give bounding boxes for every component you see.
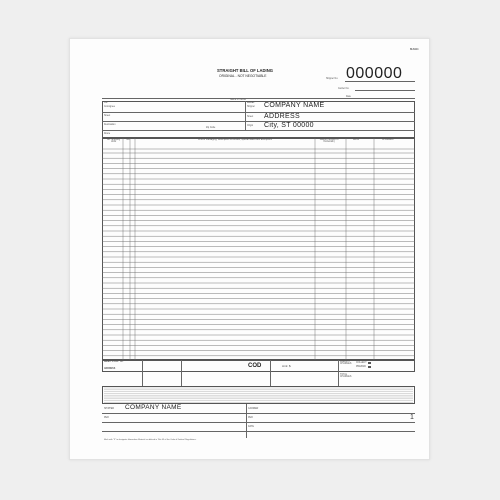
fine-print-lines [70,39,430,460]
total-charges-label: TOTAL CHARGES [340,374,352,379]
carrier-name-label: Name of Carrier [230,98,247,101]
shipper-per-label: PER [104,417,109,419]
col-header-units: No. Shipping Units [106,139,121,144]
date-label: Date [346,96,351,98]
col-header-charges: CHARGES [382,139,394,141]
consignee-street-label: Street [104,115,111,117]
remit-address-label: ADDRESS [104,368,116,370]
carrier-per-label: PER [248,417,253,419]
carrier-sign-label: CARRIER [248,408,259,410]
shipper-city: City, ST 00000 [264,121,314,129]
shipper-label: Shipper [247,106,255,108]
route-label: Route [104,133,111,135]
form-number: BLN114 [410,49,419,51]
carrier-date-label: DATE [248,426,254,428]
col-header-rate: RATE [353,139,359,141]
shipper-no-label: Shipper No. [326,78,339,80]
shipper-sign-label: SHIPPER [104,408,115,410]
cod-amount-label: Amt: $ [282,364,291,368]
freight-charges-label: FREIGHT CHARGES [340,361,352,366]
to-label: TO: [104,102,108,104]
consignee-label: Consignee [104,106,115,108]
bill-of-lading-sheet [69,38,430,460]
form-title: STRAIGHT BILL OF LADING [217,68,273,73]
prepaid-label: PREPAID [356,366,366,368]
shipper-street-label: Street [247,116,254,118]
shipper-address: ADDRESS [264,112,300,120]
zip-code-label: Zip Code [206,127,216,129]
hazmat-note: Mark with "X" to designate Hazardous Material as defined in Title 49 of the Code of Federal Regulations. [104,438,197,441]
shipper-signature-company: COMPANY NAME [125,403,182,411]
col-header-hm: HM [126,139,130,141]
col-header-weight: Weight (Subject to Correction) [319,139,339,144]
form-subtitle: ORIGINAL - NOT NEGOTIABLE [219,73,267,78]
carrier-no-label: Carrier No. [338,88,350,90]
origin-label: Origin [247,125,254,127]
remit-cod-label: REMIT C.O.D. TO: [104,361,124,363]
col-header-description: Kind of Packaging, Description of Articles, Special Marks and Exceptions [198,139,272,141]
from-label: FROM: [247,102,255,104]
collect-label: COLLECT [356,362,367,364]
shipper-number: 000000 [346,65,403,82]
page-digit: 1 [410,414,414,421]
shipper-company-name: COMPANY NAME [264,102,325,109]
cod-label: COD [248,363,262,369]
destination-label: Destination [104,124,116,126]
